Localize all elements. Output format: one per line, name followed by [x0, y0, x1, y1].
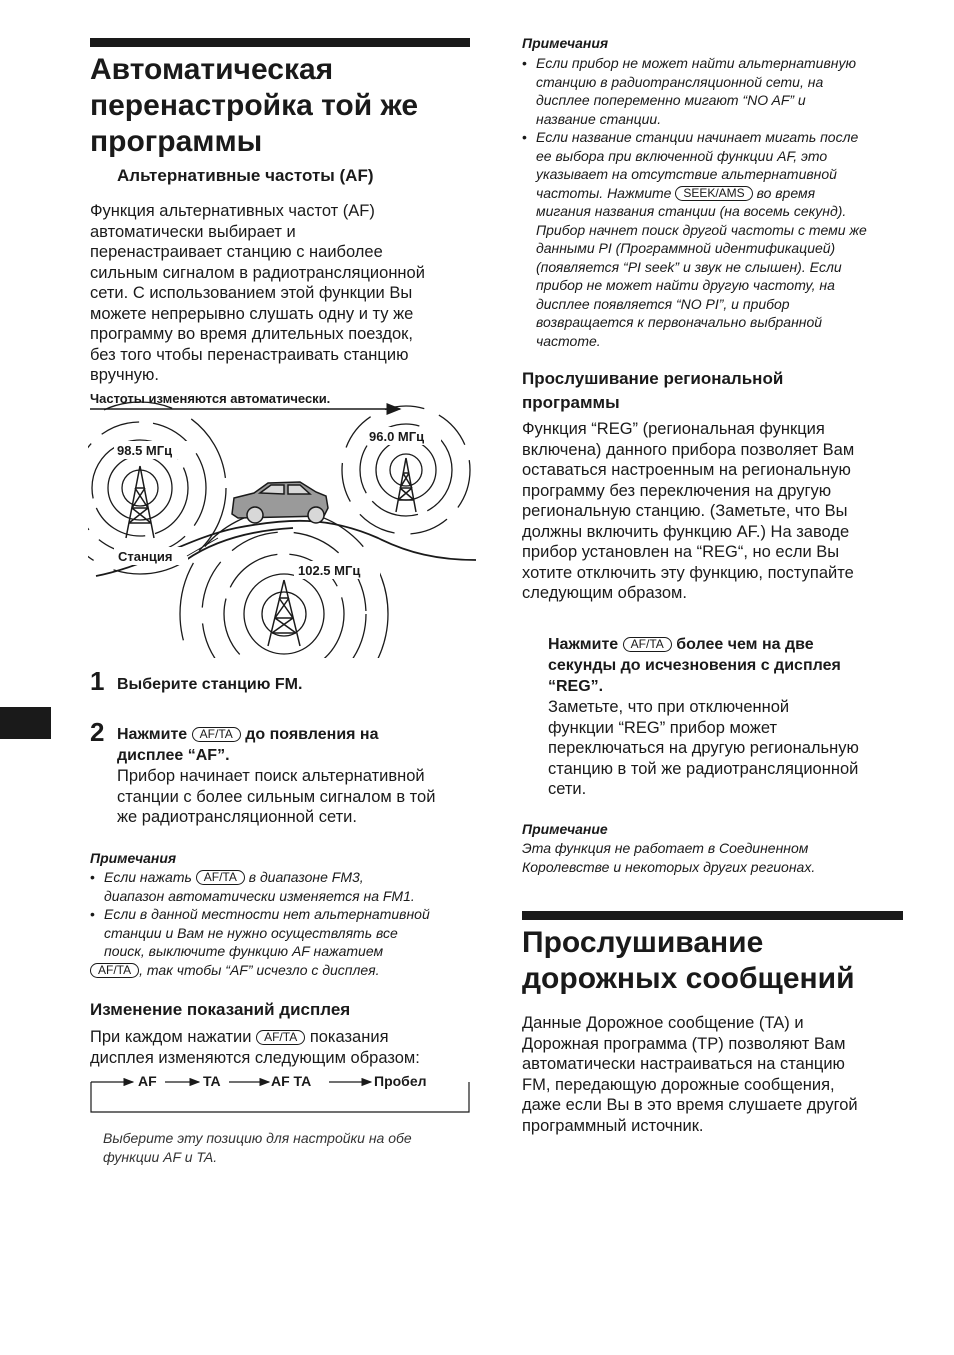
- regional-instruction: [548, 634, 908, 800]
- regional-heading: [522, 367, 907, 415]
- text-line: Функция альтернативных частот (AF): [90, 202, 375, 220]
- note-text: , так чтобы “AF” исчезло с дисплея.: [139, 961, 380, 978]
- freq-label-a: 98.5 МГц: [117, 443, 173, 458]
- display-change-text: [90, 1027, 475, 1068]
- text-line: При каждом нажатии: [90, 1028, 252, 1046]
- note-text: станции и Вам не нужно осуществлять все: [104, 924, 398, 941]
- text-line: сильным сигналом в радиотрансляционной: [90, 263, 425, 282]
- text-line: без того чтобы перенастраивать станцию: [90, 345, 409, 364]
- text-line: Прибор начинает поиск альтернативной: [117, 767, 425, 785]
- text-row: [90, 1027, 475, 1048]
- station-label: Станция: [118, 549, 173, 564]
- note-text: прибор не может найти другую частоту, на: [536, 277, 835, 293]
- notes-right: [522, 54, 907, 350]
- subtitle-af: Альтернативные частоты (AF): [117, 166, 374, 185]
- note-text: указывает на отсутствие альтернативной: [536, 166, 837, 182]
- note-text: ее выбора при включенной функции AF, это: [536, 147, 828, 164]
- tower-b-waves: [342, 406, 470, 534]
- note-text: дисплее появляется “NO PI”, и прибор: [536, 295, 790, 312]
- regional-body: [522, 419, 912, 604]
- text-line: вручную.: [90, 366, 159, 384]
- freq-label-b: 96.0 МГц: [369, 429, 425, 444]
- text-line: Выберите эту позицию для настройки на обе: [103, 1130, 412, 1146]
- page-title-af: [90, 52, 480, 160]
- section-rule-traffic: [522, 911, 903, 920]
- note-text: Если нажать: [104, 869, 192, 885]
- instr-post: более чем на две: [676, 636, 814, 653]
- text-line: функции “REG” прибор может: [548, 718, 778, 737]
- text-line: станции с более сильным сигналом в той: [117, 787, 436, 806]
- flow-item-af: AF: [138, 1073, 157, 1089]
- title-line: Автоматическая: [90, 53, 334, 86]
- flow-footnote: [103, 1129, 473, 1166]
- page-title-traffic: [522, 925, 912, 997]
- notes-heading-left: Примечания: [90, 850, 177, 866]
- text-line: можете непрерывно слушать одну и ту же: [90, 304, 414, 323]
- text-line: станцию в той же радиотрансляционной: [548, 759, 859, 778]
- note-text-row: [90, 961, 475, 980]
- step-2-desc: [117, 766, 477, 828]
- step-2-block: [117, 724, 477, 828]
- af-ta-key[interactable]: AF/TA: [196, 870, 245, 885]
- note-item: [90, 905, 475, 979]
- traffic-body: [522, 1013, 912, 1136]
- af-diagram: [88, 388, 478, 658]
- text-line: переключаться на другую региональную: [548, 739, 859, 757]
- diagram-caption: Частоты изменяются автоматически.: [90, 391, 331, 406]
- text-line: Заметьте, что при отключенной: [548, 698, 790, 716]
- text-line: программу во время длительных поездок,: [90, 325, 413, 343]
- text-line: даже если Вы в это время слушаете другой: [522, 1096, 858, 1114]
- note-text: • Если в данной местности нет альтернативной: [104, 906, 430, 922]
- note-text: • Если прибор не может найти альтернативную: [536, 55, 857, 71]
- text-line: следующим образом.: [522, 584, 687, 602]
- text-line: сети. С использованием этой функции Вы: [90, 284, 413, 302]
- step-2-pre: Нажмите: [117, 726, 188, 743]
- text-line: показания: [309, 1028, 389, 1046]
- tower-c-waves: [180, 510, 388, 658]
- text-line: включена) данного прибора позволяет Вам: [522, 440, 855, 459]
- tower-a: [126, 466, 154, 538]
- flow-item-ta: TA: [203, 1073, 221, 1089]
- note-text: во время: [756, 184, 816, 201]
- flow-item-space: Пробел: [374, 1073, 427, 1089]
- note-text: Прибор начнет поиск другой частоты с теми же: [536, 221, 867, 238]
- text-line: программу без переключения на другую: [522, 481, 832, 500]
- note-text: диапазон автоматически изменяется на FM1.: [104, 887, 415, 904]
- title-line: дорожных сообщений: [522, 962, 855, 995]
- freq-label-c: 102.5 МГц: [298, 563, 361, 578]
- text-line: Данные Дорожное сообщение (TA) и: [522, 1014, 804, 1032]
- intro-paragraph: [90, 201, 475, 386]
- text-line: должны включить функцию AF.) На заводе: [522, 522, 850, 541]
- regional-note-heading: Примечание: [522, 821, 608, 837]
- note-text: мигания названия станции (на восемь секунд).: [536, 203, 847, 219]
- seek-ams-key[interactable]: SEEK/AMS: [675, 186, 752, 201]
- note-text: возвращается к первоначально выбранной: [536, 314, 823, 330]
- af-ta-key[interactable]: AF/TA: [90, 963, 139, 978]
- text-line: прибор установлен на “REG“, но если Вы: [522, 543, 840, 561]
- regional-note: [522, 839, 907, 876]
- note-text: дисплее попеременно мигают “NO AF” и: [536, 92, 806, 108]
- step-number-1: 1: [90, 666, 105, 696]
- page-edge-tab: [0, 707, 51, 739]
- text-line: функции AF и TA.: [103, 1148, 218, 1165]
- af-ta-key[interactable]: AF/TA: [192, 727, 241, 742]
- text-line: же радиотрансляционной сети.: [117, 808, 357, 826]
- heading-line: Прослушивание региональной: [522, 369, 784, 388]
- note-text: станцию в радиотрансляционной сети, на: [536, 73, 824, 90]
- instr-desc: [548, 697, 908, 800]
- text-line: сети.: [548, 780, 587, 798]
- note-text: название станции.: [536, 110, 662, 127]
- text-line: автоматически настраиваться на станцию: [522, 1055, 845, 1073]
- note-text: данными PI (Программной идентификацией): [536, 240, 836, 256]
- text-line: региональную станцию. (Заметьте, что Вы: [522, 502, 848, 520]
- text-line: хотите отключить эту функцию, поступайте: [522, 563, 854, 582]
- instr-line: “REG”.: [548, 678, 604, 695]
- notes-left: [90, 868, 475, 979]
- af-ta-key[interactable]: AF/TA: [256, 1030, 305, 1045]
- step-number-2: 2: [90, 717, 105, 747]
- text-line: Функция “REG” (региональная функция: [522, 420, 825, 438]
- instr-pre: Нажмите: [548, 636, 619, 653]
- text-line: программный источник.: [522, 1116, 704, 1135]
- section-rule-af: [90, 38, 470, 47]
- text-line: дисплея изменяются следующим образом:: [90, 1048, 420, 1067]
- note-text: в диапазоне FM3,: [248, 869, 364, 885]
- note-text: частоты. Нажмите: [536, 184, 672, 201]
- note-text: Королевстве и некоторых других регионах.: [522, 858, 816, 875]
- note-item: [522, 128, 907, 350]
- note-text: поиск, выключите функцию AF нажатием: [104, 943, 384, 959]
- notes-heading-right: Примечания: [522, 35, 609, 51]
- note-text: частоте.: [536, 332, 601, 349]
- flow-item-af-ta: AF TA: [271, 1073, 312, 1089]
- heading-line: программы: [522, 393, 620, 412]
- af-ta-key[interactable]: AF/TA: [623, 637, 672, 652]
- text-line: оставаться настроенным на региональную: [522, 461, 851, 479]
- instr-line: секунды до исчезновения с дисплея: [548, 657, 841, 674]
- station-pointer: [187, 538, 218, 556]
- text-line: автоматически выбирает и: [90, 222, 296, 241]
- step-1-text: Выберите станцию FM.: [117, 676, 303, 693]
- text-line: перенастраивает станцию с наиболее: [90, 243, 383, 261]
- step-2-title: [117, 724, 477, 745]
- text-line: FM, передающую дорожные сообщения,: [522, 1075, 835, 1094]
- title-line: программы: [90, 125, 263, 158]
- note-item: [90, 868, 475, 905]
- text-line: Дорожная программа (TP) позволяют Вам: [522, 1034, 846, 1053]
- note-item: [522, 54, 907, 128]
- title-line: перенастройка той же: [90, 89, 419, 122]
- note-text: (появляется “PI seek” и звук не слышен). Если: [536, 258, 842, 275]
- title-line: Прослушивание: [522, 926, 764, 959]
- step-2-line2: дисплее “AF”.: [117, 747, 230, 764]
- car-icon: [232, 482, 328, 523]
- step-2-post: до появления на: [245, 726, 379, 743]
- instruction-title: [548, 634, 908, 655]
- note-text-row: [536, 184, 907, 203]
- note-text: • Если название станции начинает мигать после: [536, 129, 859, 145]
- display-change-heading: Изменение показаний дисплея: [90, 1000, 351, 1019]
- note-text: Эта функция не работает в Соединенном: [522, 840, 809, 856]
